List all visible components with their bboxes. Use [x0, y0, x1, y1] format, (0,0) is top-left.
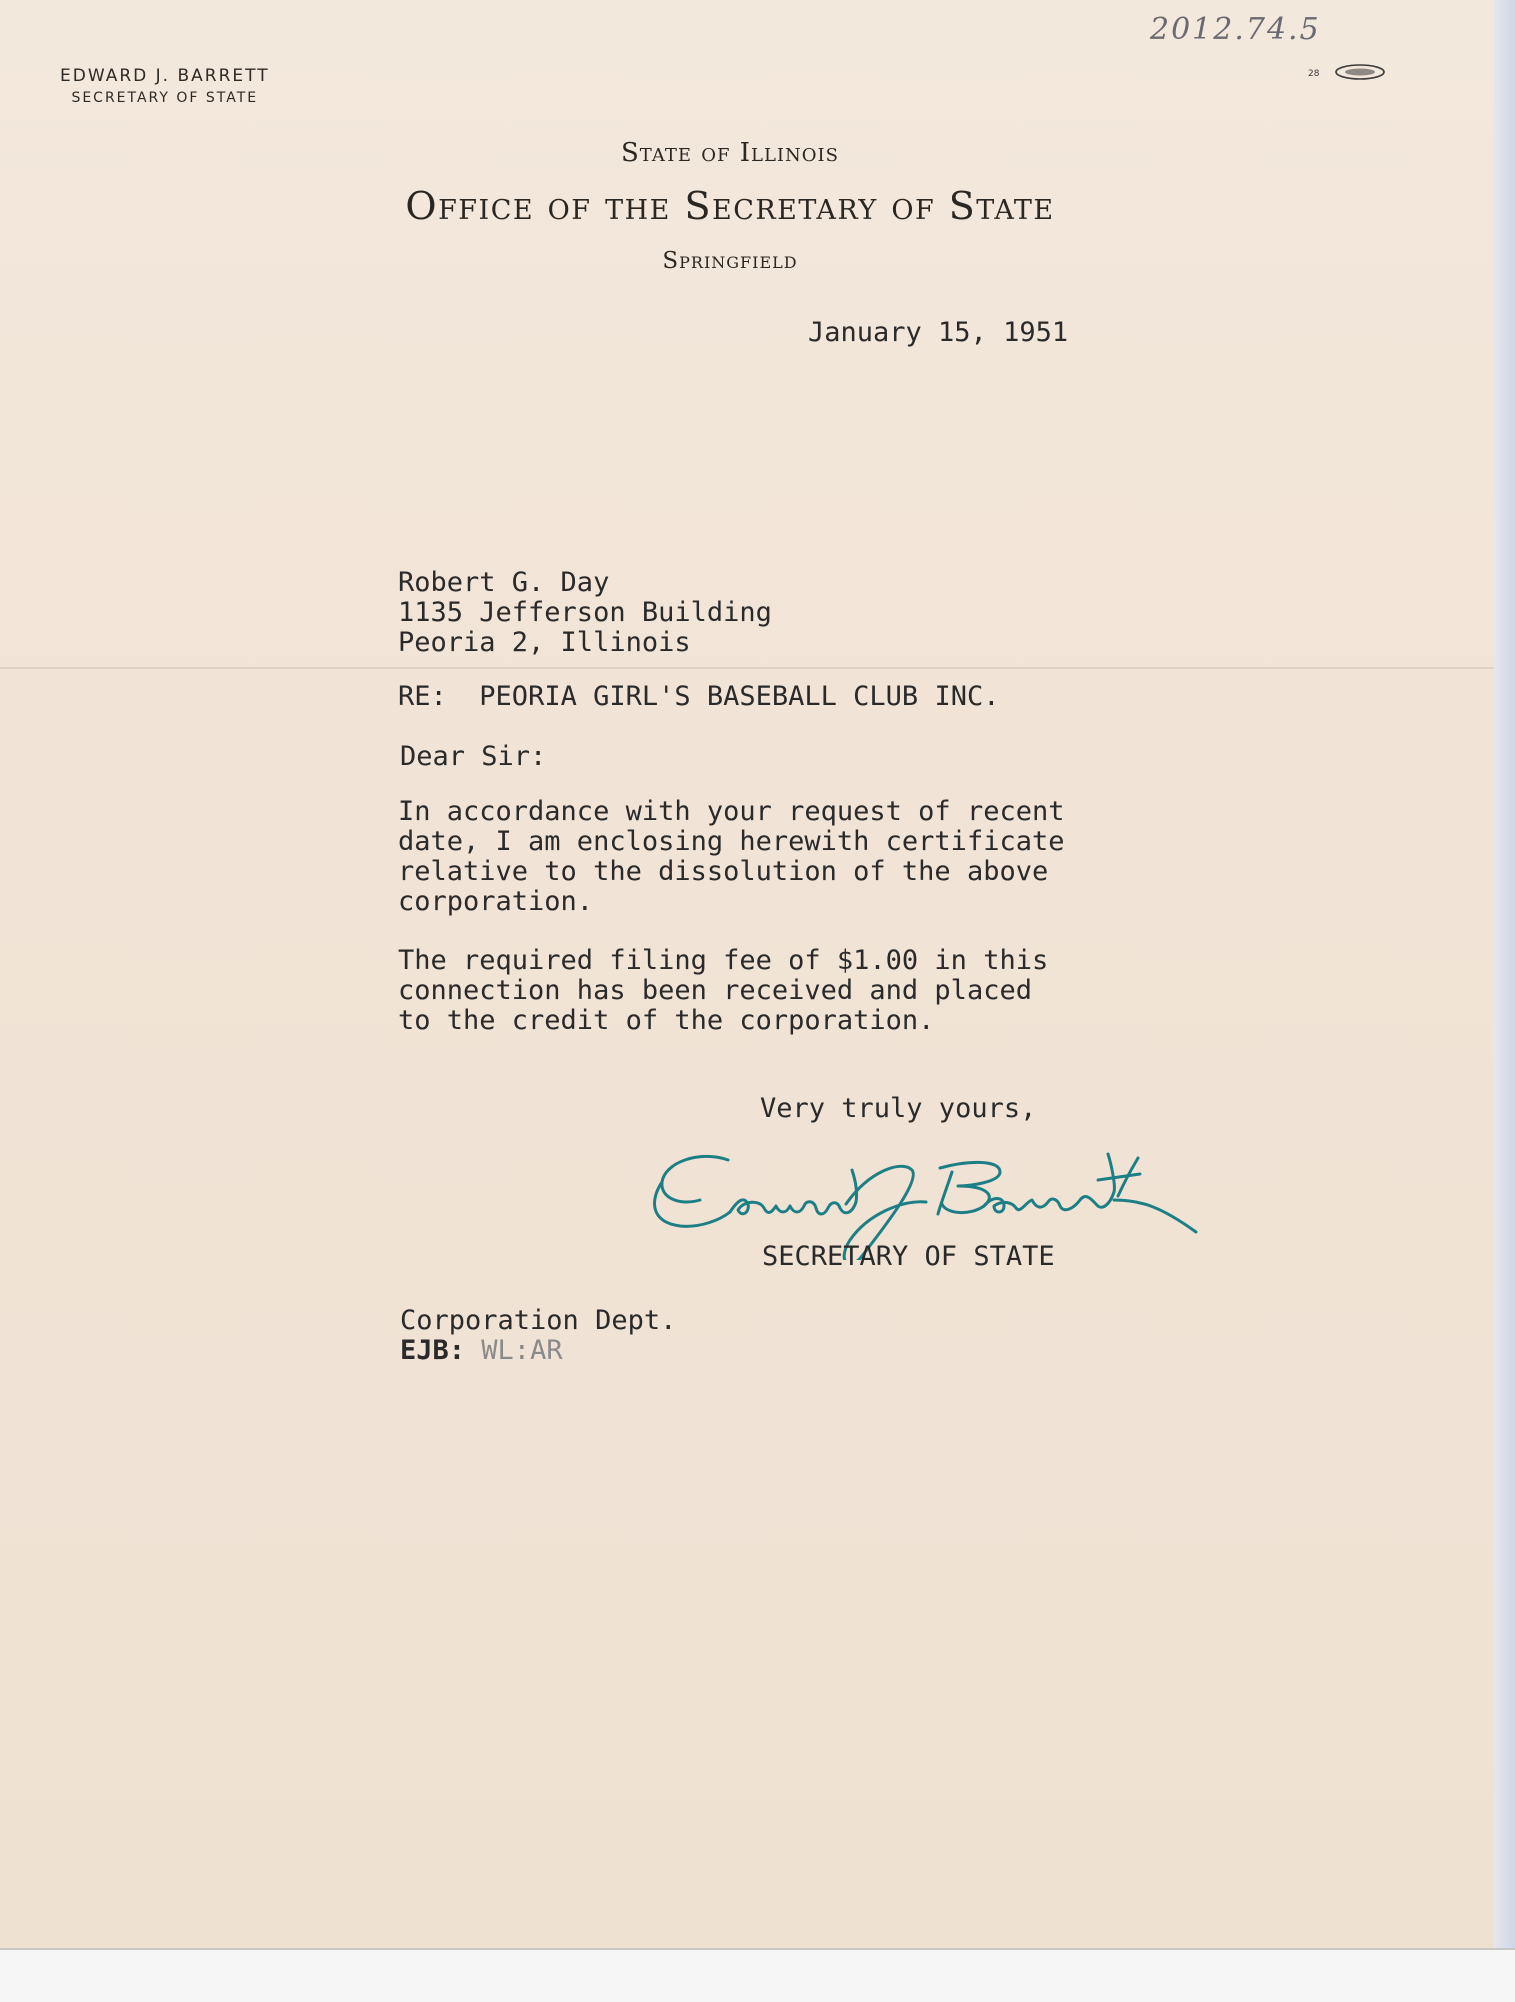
union-label-number: 28 — [1308, 69, 1320, 79]
paper-fold-line — [0, 667, 1494, 669]
catalog-number: 2012.74.5 — [1150, 12, 1321, 47]
recipient-name: Robert G. Day — [398, 567, 610, 598]
signature-title: SECRETARY OF STATE — [762, 1241, 1055, 1272]
paragraph-line: The required filing fee of $1.00 in this — [398, 945, 1049, 976]
closing: Very truly yours, — [760, 1093, 1037, 1124]
paragraph-line: connection has been received and placed — [398, 975, 1032, 1006]
reference-initials — [400, 1336, 563, 1366]
body-paragraph-1 — [398, 797, 1064, 917]
initials-primary: EJB: — [400, 1335, 466, 1366]
scanner-edge-bottom — [0, 1948, 1515, 2002]
body-paragraph-2 — [398, 946, 1048, 1036]
paragraph-line: corporation. — [398, 886, 594, 917]
sender-block — [60, 66, 270, 106]
letter-date: January 15, 1951 — [808, 317, 1069, 348]
sender-title: SECRETARY OF STATE — [71, 90, 259, 106]
recipient-city: Peoria 2, Illinois — [398, 627, 691, 658]
sender-name: EDWARD J. BARRETT — [60, 66, 270, 86]
paragraph-line: In accordance with your request of recent — [398, 796, 1065, 827]
paragraph-line: relative to the dissolution of the above — [398, 856, 1049, 887]
union-label-icon — [1308, 62, 1386, 82]
salutation: Dear Sir: — [400, 741, 547, 772]
re-label: RE: — [398, 681, 447, 712]
paragraph-line: to the credit of the corporation. — [398, 1005, 935, 1036]
recipient-street: 1135 Jefferson Building — [398, 597, 772, 628]
scanner-edge-right — [1494, 0, 1515, 2000]
letterhead-office: Office of the Secretary of State — [405, 184, 1055, 228]
initials-secondary: WL:AR — [481, 1335, 563, 1366]
recipient-address — [398, 568, 772, 658]
letterhead-state: State of Illinois — [620, 138, 839, 168]
letterhead-city: Springfield — [662, 248, 798, 274]
re-line — [398, 682, 999, 712]
department: Corporation Dept. — [400, 1305, 677, 1336]
paragraph-line: date, I am enclosing herewith certificate — [398, 826, 1065, 857]
re-subject: PEORIA GIRL'S BASEBALL CLUB INC. — [479, 681, 1000, 712]
